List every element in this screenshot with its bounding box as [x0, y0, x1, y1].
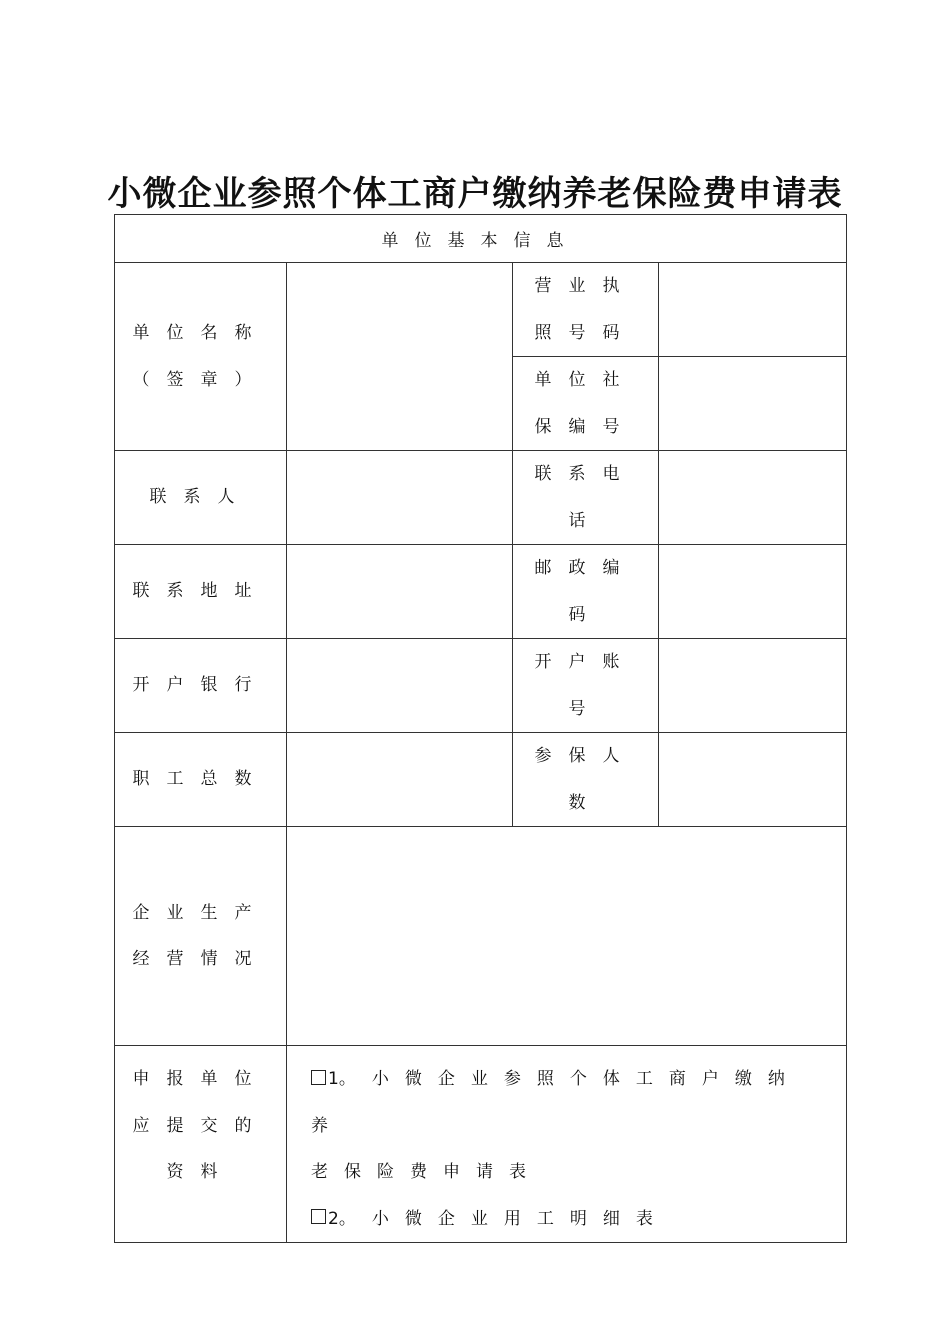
bank-label: 开户银行	[115, 639, 287, 733]
postal-code-field[interactable]	[659, 545, 847, 639]
license-no-field[interactable]	[659, 263, 847, 357]
business-status-label: 企业生产 经营情况	[115, 827, 287, 1046]
contact-address-label: 联系地址	[115, 545, 287, 639]
license-no-label: 营业执 照号码	[513, 263, 659, 357]
section-header: 单位基本信息	[115, 215, 847, 263]
required-docs-label: 申报单位 应提交的 资料	[115, 1046, 287, 1243]
checkbox-doc-1[interactable]	[311, 1070, 326, 1085]
contact-person-label: 联系人	[115, 451, 287, 545]
required-doc-1-cont: 老保险费申请表	[311, 1162, 542, 1182]
total-employees-label: 职工总数	[115, 733, 287, 827]
postal-code-label: 邮政编 码	[513, 545, 659, 639]
social-security-no-label: 单位社 保编号	[513, 357, 659, 451]
contact-phone-label: 联系电 话	[513, 451, 659, 545]
total-employees-field[interactable]	[287, 733, 513, 827]
unit-name-label: 单位名称 （签章）	[115, 263, 287, 451]
required-doc-1: 1。小微企业参照个体工商户缴纳养	[311, 1069, 801, 1136]
insured-count-label: 参保人 数	[513, 733, 659, 827]
required-docs-list	[287, 1046, 847, 1243]
account-no-field[interactable]	[659, 639, 847, 733]
account-no-label: 开户账 号	[513, 639, 659, 733]
required-doc-2: 2。小微企业用工明细表	[311, 1196, 828, 1243]
business-status-field[interactable]	[287, 827, 847, 1046]
contact-phone-field[interactable]	[659, 451, 847, 545]
social-security-no-field[interactable]	[659, 357, 847, 451]
contact-person-field[interactable]	[287, 451, 513, 545]
form-title: 小微企业参照个体工商户缴纳养老保险费申请表	[107, 174, 843, 214]
application-form-table	[114, 214, 847, 1243]
contact-address-field[interactable]	[287, 545, 513, 639]
checkbox-doc-2[interactable]	[311, 1209, 326, 1224]
unit-name-field[interactable]	[287, 263, 513, 451]
bank-field[interactable]	[287, 639, 513, 733]
insured-count-field[interactable]	[659, 733, 847, 827]
